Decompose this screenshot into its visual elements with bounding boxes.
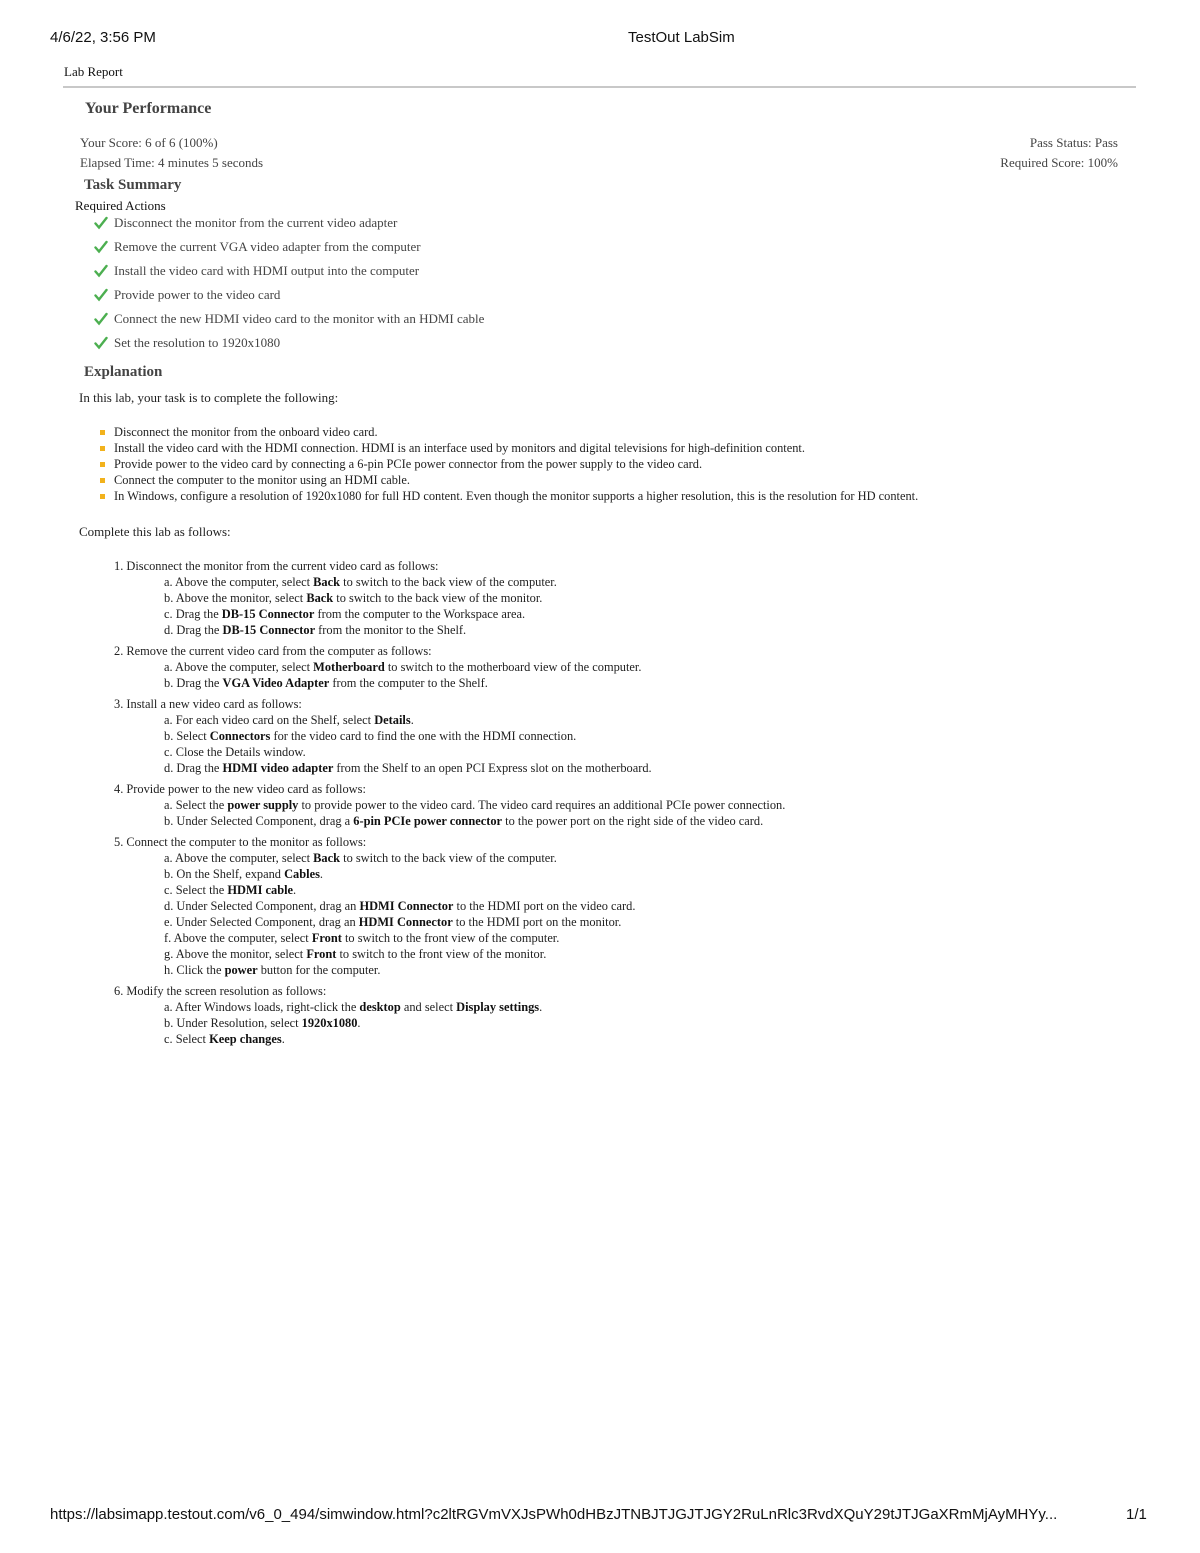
sub-step-list bbox=[114, 574, 785, 638]
sub-step-text: and select bbox=[400, 1000, 457, 1014]
sub-step-text: b. Drag the bbox=[164, 676, 223, 690]
sub-step bbox=[164, 760, 785, 776]
sub-step-text: . bbox=[539, 1000, 543, 1014]
bullet-square-icon bbox=[100, 478, 105, 483]
sub-step-text: to switch to the front view of the computer. bbox=[341, 931, 560, 945]
sub-step-text: to switch to the back view of the computer. bbox=[340, 851, 557, 865]
sub-step-text: e. Under Selected Component, drag an bbox=[164, 915, 359, 929]
sub-step-text: d. Under Selected Component, drag an bbox=[164, 899, 360, 913]
sub-step-text: . bbox=[281, 1032, 285, 1046]
sub-step-text: . bbox=[319, 867, 324, 881]
step-heading: 6. Modify the screen resolution as follows: bbox=[114, 984, 327, 998]
explanation-bullet bbox=[100, 440, 918, 456]
sub-step-list bbox=[114, 999, 785, 1047]
procedure-step bbox=[114, 696, 785, 776]
sub-step bbox=[164, 914, 785, 930]
sub-step bbox=[164, 712, 785, 728]
sub-step bbox=[164, 659, 785, 675]
task-summary-heading: Task Summary bbox=[84, 177, 182, 193]
sub-step-text: for the video card to find the one with the HDMI connection. bbox=[270, 729, 577, 743]
required-actions-list bbox=[94, 211, 484, 355]
checkmark-icon bbox=[94, 288, 108, 302]
sub-step-text: d. Drag the bbox=[164, 761, 223, 775]
sub-step-text: b. Under Selected Component, drag a bbox=[164, 814, 354, 828]
required-action-text: Install the video card with HDMI output into the computer bbox=[114, 263, 420, 278]
required-action-item bbox=[94, 283, 484, 307]
sub-step-text: a. After Windows loads, right-click the bbox=[164, 1000, 360, 1014]
step-heading: 4. Provide power to the new video card as follows: bbox=[114, 782, 366, 796]
sub-step-text: . bbox=[293, 883, 297, 897]
sub-step bbox=[164, 962, 785, 978]
sub-step-list bbox=[114, 850, 785, 978]
sub-step-text: a. Above the computer, select bbox=[164, 660, 314, 674]
sub-step-text: to switch to the motherboard view of the computer. bbox=[384, 660, 642, 674]
sub-step-emphasis: HDMI Connector bbox=[359, 899, 454, 913]
sub-step-text: h. Click the bbox=[164, 963, 225, 977]
sub-step-emphasis: Front bbox=[306, 947, 337, 961]
required-score-text: Required Score: 100% bbox=[1000, 155, 1118, 170]
sub-step-text: c. Close the Details window. bbox=[164, 745, 306, 759]
step-heading: 5. Connect the computer to the monitor as follows: bbox=[114, 835, 367, 849]
sub-step-text: c. Select the bbox=[164, 883, 228, 897]
sub-step-text: from the computer to the Workspace area. bbox=[314, 607, 526, 621]
checkmark-icon bbox=[94, 336, 108, 350]
score-text: Your Score: 6 of 6 (100%) bbox=[80, 135, 218, 150]
sub-step-text: to the HDMI port on the video card. bbox=[453, 899, 636, 913]
sub-step-emphasis: Cables bbox=[284, 867, 320, 881]
print-datetime: 4/6/22, 3:56 PM bbox=[50, 29, 156, 46]
explanation-intro: In this lab, your task is to complete the following: bbox=[79, 390, 339, 405]
sub-step bbox=[164, 898, 785, 914]
sub-step bbox=[164, 590, 785, 606]
explanation-bullet bbox=[100, 424, 918, 440]
required-action-text: Provide power to the video card bbox=[114, 287, 281, 302]
sub-step-text: to switch to the front view of the monitor. bbox=[336, 947, 547, 961]
report-title: Lab Report bbox=[64, 64, 123, 79]
procedure-step bbox=[114, 781, 785, 829]
sub-step-text: from the computer to the Shelf. bbox=[329, 676, 488, 690]
sub-step-text: a. Above the computer, select bbox=[164, 575, 314, 589]
step-heading: 3. Install a new video card as follows: bbox=[114, 697, 302, 711]
explanation-bullet-text: Connect the computer to the monitor using an HDMI cable. bbox=[114, 472, 410, 487]
required-action-item bbox=[94, 307, 484, 331]
sub-step-text: b. Above the monitor, select bbox=[164, 591, 307, 605]
sub-step bbox=[164, 850, 785, 866]
bullet-square-icon bbox=[100, 494, 105, 499]
sub-step-text: f. Above the computer, select bbox=[164, 931, 312, 945]
explanation-bullets bbox=[100, 424, 918, 504]
sub-step-emphasis: desktop bbox=[359, 1000, 401, 1014]
sub-step-text: button for the computer. bbox=[257, 963, 381, 977]
sub-step-emphasis: HDMI Connector bbox=[358, 915, 453, 929]
explanation-bullet-text: Disconnect the monitor from the onboard video card. bbox=[114, 424, 378, 439]
sub-step-emphasis: Front bbox=[311, 931, 342, 945]
sub-step-text: b. Select bbox=[164, 729, 210, 743]
required-action-item bbox=[94, 331, 484, 355]
explanation-bullet-text: Provide power to the video card by connecting a 6-pin PCIe power connector from the power supply to the video card. bbox=[114, 456, 703, 471]
required-action-item bbox=[94, 259, 484, 283]
sub-step-emphasis: VGA Video Adapter bbox=[222, 676, 330, 690]
procedure-step bbox=[114, 643, 785, 691]
sub-step bbox=[164, 866, 785, 882]
sub-step-emphasis: Connectors bbox=[209, 729, 271, 743]
sub-step bbox=[164, 728, 785, 744]
sub-step bbox=[164, 797, 785, 813]
sub-step-emphasis: Details bbox=[374, 713, 411, 727]
explanation-bullet bbox=[100, 456, 918, 472]
sub-step-text: b. On the Shelf, expand bbox=[164, 867, 285, 881]
sub-step-emphasis: Keep changes bbox=[209, 1032, 282, 1046]
sub-step-emphasis: 1920x1080 bbox=[301, 1016, 358, 1030]
sub-step bbox=[164, 622, 785, 638]
sub-step-emphasis: Display settings bbox=[456, 1000, 540, 1014]
print-page-title: TestOut LabSim bbox=[628, 29, 735, 46]
checkmark-icon bbox=[94, 312, 108, 326]
sub-step-text: from the Shelf to an open PCI Express slot on the motherboard. bbox=[333, 761, 652, 775]
bullet-square-icon bbox=[100, 462, 105, 467]
explanation-bullet bbox=[100, 488, 918, 504]
checkmark-icon bbox=[94, 240, 108, 254]
sub-step-text: a. Above the computer, select bbox=[164, 851, 314, 865]
sub-step-emphasis: power bbox=[224, 963, 258, 977]
sub-step-list bbox=[114, 797, 785, 829]
print-url: https://labsimapp.testout.com/v6_0_494/simwindow.html?c2ltRGVmVXJsPWh0dHBzJTNBJTJGJTJGY2RuLnRlc3RvdXQuY29tJTJGaXRmMjAyMHYy... bbox=[50, 1506, 1058, 1523]
sub-step-text: a. For each video card on the Shelf, select bbox=[164, 713, 375, 727]
required-action-text: Set the resolution to 1920x1080 bbox=[114, 335, 281, 350]
sub-step-text: c. Select bbox=[164, 1032, 210, 1046]
sub-step-text: . bbox=[357, 1016, 361, 1030]
sub-step-text: to the power port on the right side of the video card. bbox=[502, 814, 764, 828]
sub-step bbox=[164, 813, 785, 829]
sub-step-emphasis: DB-15 Connector bbox=[222, 623, 316, 637]
performance-heading: Your Performance bbox=[85, 100, 212, 117]
explanation-bullet-text: In Windows, configure a resolution of 1920x1080 for full HD content. Even though the monitor supports a higher resolution, this is the resolution for HD content. bbox=[114, 488, 919, 503]
explanation-heading: Explanation bbox=[84, 364, 163, 380]
sub-step-emphasis: DB-15 Connector bbox=[221, 607, 315, 621]
sub-step-text: to the HDMI port on the monitor. bbox=[452, 915, 622, 929]
sub-step bbox=[164, 574, 785, 590]
sub-step bbox=[164, 1031, 785, 1047]
checkmark-icon bbox=[94, 264, 108, 278]
sub-step-emphasis: Back bbox=[313, 851, 341, 865]
bullet-square-icon bbox=[100, 446, 105, 451]
sub-step-emphasis: Motherboard bbox=[313, 660, 385, 674]
sub-step-text: a. Select the bbox=[164, 798, 228, 812]
procedure-step bbox=[114, 983, 785, 1047]
sub-step-text: g. Above the monitor, select bbox=[164, 947, 307, 961]
sub-step-emphasis: 6-pin PCIe power connector bbox=[353, 814, 503, 828]
sub-step-text: c. Drag the bbox=[164, 607, 222, 621]
sub-step-text: from the monitor to the Shelf. bbox=[315, 623, 467, 637]
procedure-step bbox=[114, 834, 785, 978]
sub-step-text: to switch to the back view of the monitor. bbox=[333, 591, 543, 605]
bullet-square-icon bbox=[100, 430, 105, 435]
sub-step-text: to switch to the back view of the computer. bbox=[340, 575, 557, 589]
pass-status-text: Pass Status: Pass bbox=[1029, 135, 1118, 150]
sub-step bbox=[164, 744, 785, 760]
required-action-text: Remove the current VGA video adapter from the computer bbox=[114, 239, 421, 254]
sub-step bbox=[164, 999, 785, 1015]
sub-step bbox=[164, 1015, 785, 1031]
procedure-steps bbox=[114, 558, 785, 1052]
sub-step bbox=[164, 675, 785, 691]
sub-step-emphasis: Back bbox=[306, 591, 334, 605]
explanation-bullet bbox=[100, 472, 918, 488]
sub-step-text: to provide power to the video card. The video card requires an additional PCIe power connection. bbox=[298, 798, 786, 812]
sub-step-emphasis: HDMI video adapter bbox=[222, 761, 334, 775]
sub-step-text: . bbox=[410, 713, 414, 727]
page-number: 1/1 bbox=[1126, 1506, 1147, 1523]
sub-step-list bbox=[114, 659, 785, 691]
explanation-bullet-text: Install the video card with the HDMI connection. HDMI is an interface used by monitors and digital televisions for high-definition content. bbox=[114, 440, 805, 455]
checkmark-icon bbox=[94, 216, 108, 230]
sub-step-text: d. Drag the bbox=[164, 623, 223, 637]
sub-step-emphasis: Back bbox=[313, 575, 341, 589]
sub-step-emphasis: HDMI cable bbox=[227, 883, 294, 897]
sub-step bbox=[164, 930, 785, 946]
title-divider bbox=[63, 86, 1136, 88]
required-action-text: Connect the new HDMI video card to the monitor with an HDMI cable bbox=[114, 311, 485, 326]
required-action-item bbox=[94, 235, 484, 259]
sub-step bbox=[164, 606, 785, 622]
sub-step-text: b. Under Resolution, select bbox=[164, 1016, 302, 1030]
required-action-item bbox=[94, 211, 484, 235]
sub-step bbox=[164, 946, 785, 962]
sub-step-list bbox=[114, 712, 785, 776]
complete-intro: Complete this lab as follows: bbox=[79, 524, 231, 539]
required-actions-label: Required Actions bbox=[75, 198, 166, 213]
step-heading: 2. Remove the current video card from the computer as follows: bbox=[114, 644, 432, 658]
procedure-step bbox=[114, 558, 785, 638]
step-heading: 1. Disconnect the monitor from the current video card as follows: bbox=[114, 559, 439, 573]
elapsed-time-text: Elapsed Time: 4 minutes 5 seconds bbox=[80, 155, 264, 170]
sub-step bbox=[164, 882, 785, 898]
sub-step-emphasis: power supply bbox=[227, 798, 299, 812]
required-action-text: Disconnect the monitor from the current video adapter bbox=[114, 215, 398, 230]
